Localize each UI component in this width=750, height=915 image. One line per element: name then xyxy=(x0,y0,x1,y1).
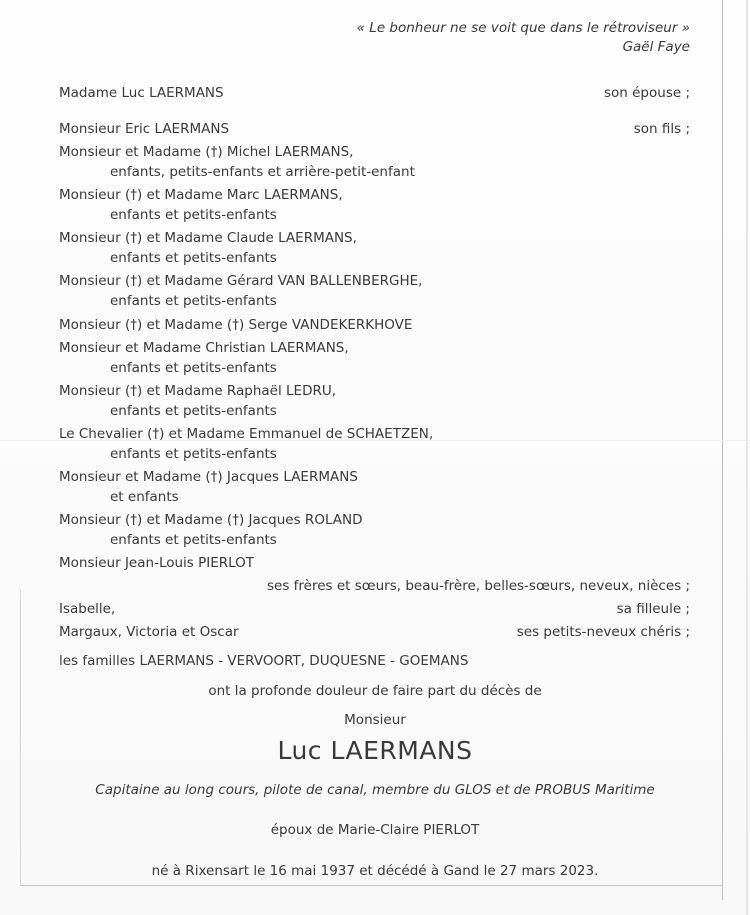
family-line: Monsieur (†) et Madame (†) Jacques ROLAND xyxy=(59,512,363,528)
son-relation: son fils ; xyxy=(633,121,690,137)
goddaughter-relation: sa filleule ; xyxy=(616,601,690,617)
son-name: Monsieur Eric LAERMANS xyxy=(59,121,230,137)
family-subline: enfants et petits-enfants xyxy=(110,403,277,419)
family-subline: enfants et petits-enfants xyxy=(110,250,277,266)
family-subline: enfants, petits-enfants et arrière-petit-enfant xyxy=(110,164,415,180)
spouse-of-line: époux de Marie-Claire PIERLOT xyxy=(270,822,480,838)
family-subline: enfants et petits-enfants xyxy=(110,532,277,548)
grandnephews-relation: ses petits-neveux chéris ; xyxy=(516,624,690,640)
announcement-text: ont la profonde douleur de faire part du décès de xyxy=(208,683,542,699)
family-subline: enfants et petits-enfants xyxy=(110,293,277,309)
family-line: Monsieur Jean-Louis PIERLOT xyxy=(59,555,255,571)
family-line: Monsieur (†) et Madame (†) Serge VANDEKERKHOVE xyxy=(59,317,413,333)
family-line: Monsieur et Madame (†) Michel LAERMANS, xyxy=(59,144,354,160)
honorific-title: Monsieur xyxy=(344,712,406,728)
families-line: les familles LAERMANS - VERVOORT, DUQUESNE - GOEMANS xyxy=(59,653,469,669)
family-line: Monsieur et Madame Christian LAERMANS, xyxy=(59,340,349,356)
epigraph-quote: « Le bonheur ne se voit que dans le rétroviseur » xyxy=(356,20,690,36)
family-subline: enfants et petits-enfants xyxy=(110,446,277,462)
card-border-bottom xyxy=(20,885,723,886)
family-line: Monsieur et Madame (†) Jacques LAERMANS xyxy=(59,469,358,485)
family-subline: enfants et petits-enfants xyxy=(110,360,277,376)
grandnephews-names: Margaux, Victoria et Oscar xyxy=(59,624,239,640)
family-line: Monsieur (†) et Madame Raphaël LEDRU, xyxy=(59,383,337,399)
family-subline: enfants et petits-enfants xyxy=(110,207,277,223)
profession-line: Capitaine au long cours, pilote de canal, membre du GLOS et de PROBUS Maritime xyxy=(95,782,655,798)
siblings-relation: ses frères et sœurs, beau-frère, belles-sœurs, neveux, nièces ; xyxy=(267,578,690,594)
spouse-relation: son épouse ; xyxy=(603,85,690,101)
family-subline: et enfants xyxy=(110,489,179,505)
deceased-name: Luc LAERMANS xyxy=(277,736,473,765)
spouse-name: Madame Luc LAERMANS xyxy=(59,85,224,101)
family-line: Monsieur (†) et Madame Claude LAERMANS, xyxy=(59,230,357,246)
page-edge xyxy=(746,0,748,915)
epigraph-author: Gaël Faye xyxy=(622,39,690,55)
family-line: Le Chevalier (†) et Madame Emmanuel de SCHAETZEN, xyxy=(59,426,434,442)
family-line: Monsieur (†) et Madame Gérard VAN BALLENBERGHE, xyxy=(59,273,423,289)
family-line: Monsieur (†) et Madame Marc LAERMANS, xyxy=(59,187,343,203)
goddaughter-name: Isabelle, xyxy=(59,601,116,617)
card-border-right xyxy=(722,0,723,900)
birth-death-line: né à Rixensart le 16 mai 1937 et décédé à Gand le 27 mars 2023. xyxy=(151,863,599,879)
